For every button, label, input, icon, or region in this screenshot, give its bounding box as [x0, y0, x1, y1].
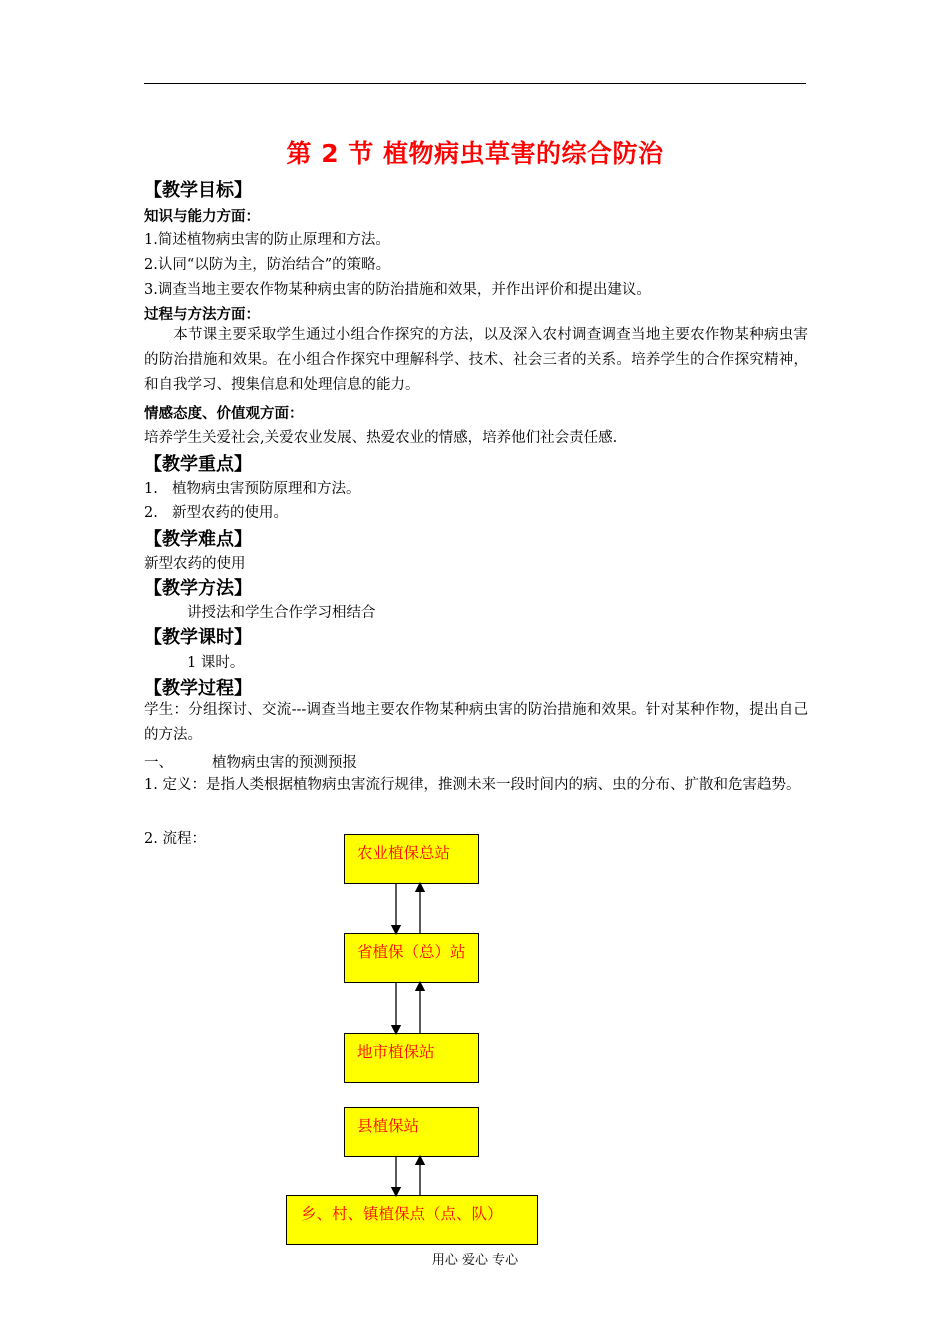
process-text: 本节课主要采取学生通过小组合作探究的方法，以及深入农村调查调查当地主要农作物某种病虫害的防治措施和效果。在小组合作探究中理解科学、技术、社会三者的关系。培养学生的合作探究精神，和自我学习、搜集信息和处理信息的能力。 — [144, 327, 808, 393]
difficulty-heading: 【教学难点】 — [144, 529, 252, 550]
section-one — [144, 751, 357, 772]
objectives-heading: 【教学目标】 — [144, 180, 252, 201]
flow-node-county: 县植保站 — [344, 1107, 479, 1157]
key-point-number: 1. — [144, 481, 158, 497]
hours-text: 1 课时。 — [187, 655, 245, 671]
page-title: 第 2 节 植物病虫草害的综合防治 — [286, 139, 664, 168]
section-title: 植物病虫害的预测预报 — [212, 755, 357, 771]
method-heading: 【教学方法】 — [144, 578, 252, 599]
procedure-heading: 【教学过程】 — [144, 678, 252, 699]
knowledge-item: 2.认同“以防为主，防治结合”的策略。 — [144, 257, 391, 273]
knowledge-item: 3.调查当地主要农作物某种病虫害的防治措施和效果，并作出评价和提出建议。 — [144, 282, 651, 298]
key-point-number: 2. — [144, 505, 158, 521]
attitude-text: 培养学生关爱社会,关爱农业发展、热爱农业的情感，培养他们社会责任感. — [144, 430, 618, 446]
key-points-heading: 【教学重点】 — [144, 454, 252, 475]
flow-node-national: 农业植保总站 — [344, 834, 479, 884]
definition-paragraph: 1. 定义：是指人类根据植物病虫害流行规律，推测未来一段时间内的病、虫的分布、扩散和危害趋势。 — [144, 777, 801, 793]
flow-node-township: 乡、村、镇植保点（点、队） — [286, 1195, 538, 1245]
flow-node-province: 省植保（总）站 — [344, 933, 479, 983]
page-footer: 用心 爱心 专心 — [431, 1253, 519, 1268]
key-point-text: 新型农药的使用。 — [172, 505, 288, 521]
section-number: 一、 — [144, 755, 173, 771]
process-heading: 过程与方法方面： — [144, 307, 260, 323]
hours-heading: 【教学课时】 — [144, 627, 252, 648]
flow-label: 2. 流程： — [144, 831, 206, 847]
procedure-intro: 学生：分组探讨、交流---调查当地主要农作物某种病虫害的防治措施和效果。针对某种作物，提出自己的方法。 — [144, 702, 808, 743]
key-point-item — [144, 501, 288, 522]
process-paragraph — [144, 323, 808, 398]
flow-node-city: 地市植保站 — [344, 1033, 479, 1083]
key-point-text: 植物病虫害预防原理和方法。 — [172, 481, 361, 497]
attitude-heading: 情感态度、价值观方面： — [144, 406, 304, 422]
header-rule — [144, 83, 806, 84]
key-point-item — [144, 477, 361, 498]
knowledge-heading: 知识与能力方面： — [144, 209, 260, 225]
knowledge-item: 1.简述植物病虫害的防止原理和方法。 — [144, 232, 390, 248]
method-text: 讲授法和学生合作学习相结合 — [187, 605, 376, 621]
difficulty-text: 新型农药的使用 — [144, 556, 246, 572]
